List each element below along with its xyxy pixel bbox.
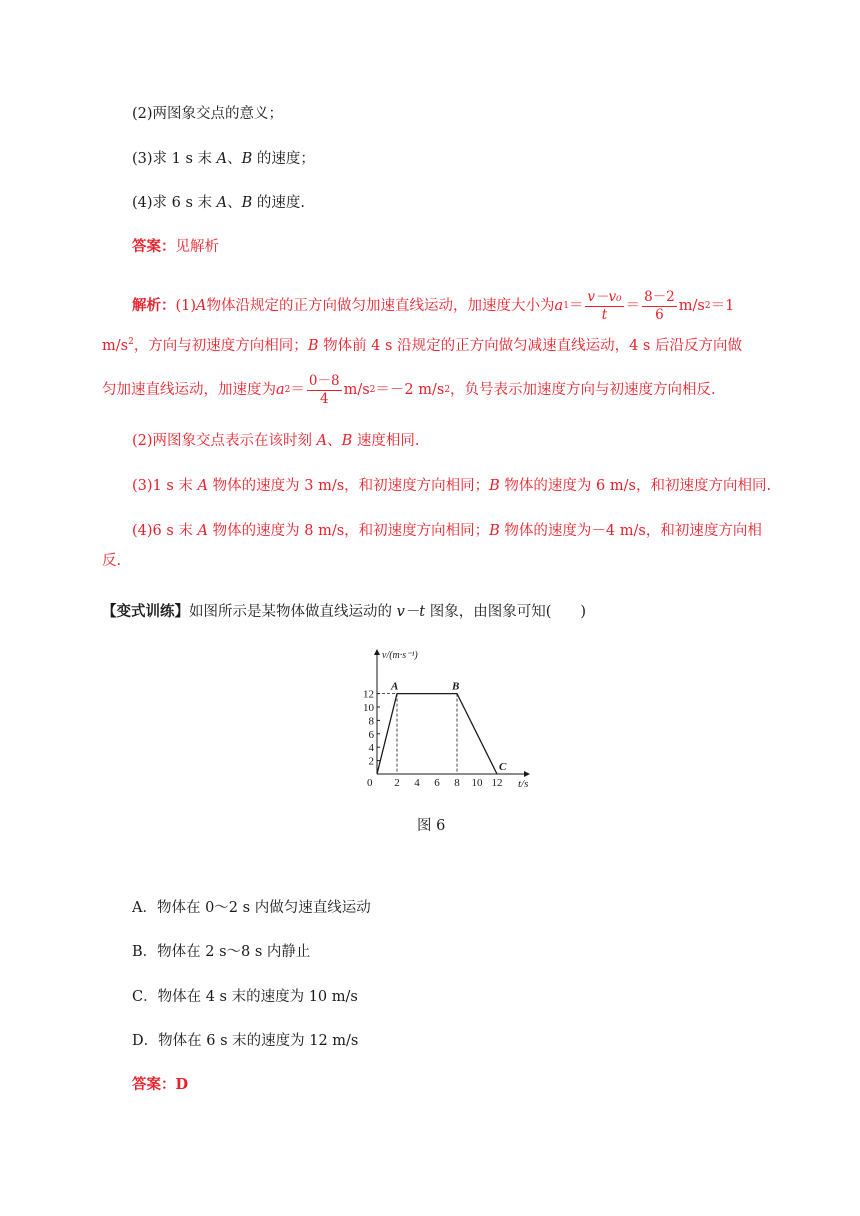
text: (3)1 s 末 xyxy=(132,478,198,494)
var-a-accel: a xyxy=(554,298,564,314)
text: 物体的速度为 8 m/s，和初速度方向相同； xyxy=(208,523,490,539)
y-tick-label: 10 xyxy=(363,702,374,714)
question-2-text: (2)两图象交点的意义； xyxy=(132,106,284,122)
unit: m/s xyxy=(343,382,370,398)
analysis-part-2 xyxy=(132,431,420,451)
text: 图象，由图象可知( ) xyxy=(425,604,587,620)
fraction-accel xyxy=(307,373,342,408)
text: 匀加速直线运动，加速度为 xyxy=(102,382,276,398)
result: ＝1 xyxy=(710,298,735,314)
question-3-text: (3)求 1 s 末 xyxy=(132,151,217,167)
text: 物体沿规定的正方向做匀加速直线运动，加速度大小为 xyxy=(206,298,555,314)
text: 物体的速度为－4 m/s，和初速度方向相 xyxy=(499,523,762,539)
x-tick-label: 4 xyxy=(414,777,420,789)
question-2 xyxy=(132,104,283,124)
equals: ＝ xyxy=(625,298,641,314)
var-b: B xyxy=(241,151,253,167)
v-t-symbol: v－t xyxy=(396,604,426,620)
question-3-tail: 的速度； xyxy=(252,151,315,167)
var-a: A xyxy=(197,523,209,539)
y-tick-label: 2 xyxy=(368,755,374,768)
var-b: B xyxy=(241,195,253,211)
equals: ＝ xyxy=(568,298,584,314)
answer-label: 答案： xyxy=(132,1076,176,1093)
answer-1 xyxy=(132,237,219,257)
x-tick-label: 12 xyxy=(491,777,503,789)
var-a: A xyxy=(316,433,328,449)
analysis-line-2 xyxy=(102,336,742,356)
result: ＝－2 m/s xyxy=(375,382,445,398)
y-axis-label: v/(m·s⁻¹) xyxy=(382,650,418,661)
y-tick-label: 8 xyxy=(368,715,374,728)
text: (1) xyxy=(175,298,197,314)
analysis-line-3: 匀加速直线运动，加速度为 a 2 ＝ $\frac{0-8}{4}$ m/s 2 ＝－2 m/s 2 ，负号表示加速度方向与初速度方向相反. xyxy=(102,372,716,407)
variant-label: 【变式训练】 xyxy=(102,603,189,620)
chart-marks xyxy=(377,681,507,774)
point-label-a: A xyxy=(391,680,399,693)
fraction-numerator: 0－8 xyxy=(308,372,340,389)
var-b: B xyxy=(307,338,319,354)
figure-caption-text: 图 6 xyxy=(417,818,446,834)
answer-value: D xyxy=(175,1076,189,1093)
superscript: 2 xyxy=(128,337,134,348)
unit: m/s xyxy=(102,338,129,354)
answer-label: 答案： xyxy=(132,238,176,255)
answer-2 xyxy=(132,1075,188,1095)
figure-caption xyxy=(417,816,445,836)
vt-chart xyxy=(360,646,540,794)
option-d[interactable] xyxy=(132,1031,358,1051)
text: 速度相同. xyxy=(352,433,420,449)
text: 反. xyxy=(102,553,122,569)
question-4-tail: 的速度. xyxy=(252,195,306,211)
y-tick-label: 6 xyxy=(368,728,374,741)
x-tick-label: 2 xyxy=(394,777,400,789)
y-tick-label: 4 xyxy=(368,742,374,755)
option-b-text: B．物体在 2 s～8 s 内静止 xyxy=(132,944,311,960)
text: ，方向与初速度方向相同； xyxy=(133,338,308,354)
analysis-part-4-cont xyxy=(102,551,121,571)
origin-label: 0 xyxy=(367,777,373,789)
var-b: B xyxy=(489,523,500,539)
option-c[interactable] xyxy=(132,987,358,1007)
fraction-denominator: 4 xyxy=(319,390,329,407)
var-a: A xyxy=(197,478,209,494)
analysis-part-4 xyxy=(132,521,762,541)
point-label-b: B xyxy=(452,680,460,693)
option-d-text: D．物体在 6 s 末的速度为 12 m/s xyxy=(132,1033,359,1049)
var-a: A xyxy=(196,298,207,314)
fraction-numerator: v－v₀ xyxy=(587,288,622,305)
variant-training xyxy=(102,602,586,622)
var-a: A xyxy=(216,151,228,167)
text: 如图所示是某物体做直线运动的 xyxy=(189,604,397,620)
option-a-text: A．物体在 0～2 s 内做匀速直线运动 xyxy=(132,900,371,916)
analysis-line-1: 解析： (1) A 物体沿规定的正方向做匀加速直线运动，加速度大小为 a 1 ＝ $\frac{\text{v－v₀}}{t}$ ＝ $\frac{8-2}{6}$ m/s 2 ＝1 xyxy=(132,288,735,323)
y-tick-label: 12 xyxy=(363,688,374,701)
x-tick-label: 6 xyxy=(434,777,440,789)
fraction-numerator: 8－2 xyxy=(644,288,675,305)
var-b: B xyxy=(489,478,500,494)
x-tick-label: 8 xyxy=(454,777,460,789)
x-tick-label: 10 xyxy=(471,777,483,789)
separator: 、 xyxy=(227,195,242,211)
question-3 xyxy=(132,149,315,169)
fraction-values xyxy=(642,289,677,324)
x-axis-label: t/s xyxy=(518,778,529,790)
point-label-c: C xyxy=(499,761,507,773)
text: ，负号表示加速度方向与初速度方向相反. xyxy=(450,382,716,398)
fraction-denominator: 6 xyxy=(655,306,664,323)
question-4 xyxy=(132,193,305,213)
option-b[interactable] xyxy=(132,942,310,962)
option-a[interactable] xyxy=(132,898,371,918)
fraction-velocity xyxy=(585,289,623,324)
question-4-text: (4)求 6 s 末 xyxy=(132,195,217,211)
text: (2)两图象交点表示在该时刻 xyxy=(132,433,317,449)
unit: m/s xyxy=(678,298,705,314)
answer-value: 见解析 xyxy=(175,239,219,255)
series-line xyxy=(377,694,497,774)
text: (4)6 s 末 xyxy=(132,523,198,539)
equals: ＝ xyxy=(290,382,305,398)
option-c-text: C．物体在 4 s 末的速度为 10 m/s xyxy=(132,989,358,1005)
fraction-denominator: t xyxy=(601,306,608,323)
separator: 、 xyxy=(327,433,342,449)
var-a: A xyxy=(216,195,228,211)
text: 物体的速度为 6 m/s，和初速度方向相同. xyxy=(499,478,772,494)
analysis-label: 解析： xyxy=(132,297,176,314)
analysis-part-3 xyxy=(132,476,771,496)
var-b: B xyxy=(341,433,353,449)
var-a-accel: a xyxy=(276,382,285,398)
text: 物体前 4 s 沿规定的正方向做匀减速直线运动，4 s 后沿反方向做 xyxy=(318,338,742,354)
text: 物体的速度为 3 m/s，和初速度方向相同； xyxy=(208,478,490,494)
separator: 、 xyxy=(227,151,242,167)
